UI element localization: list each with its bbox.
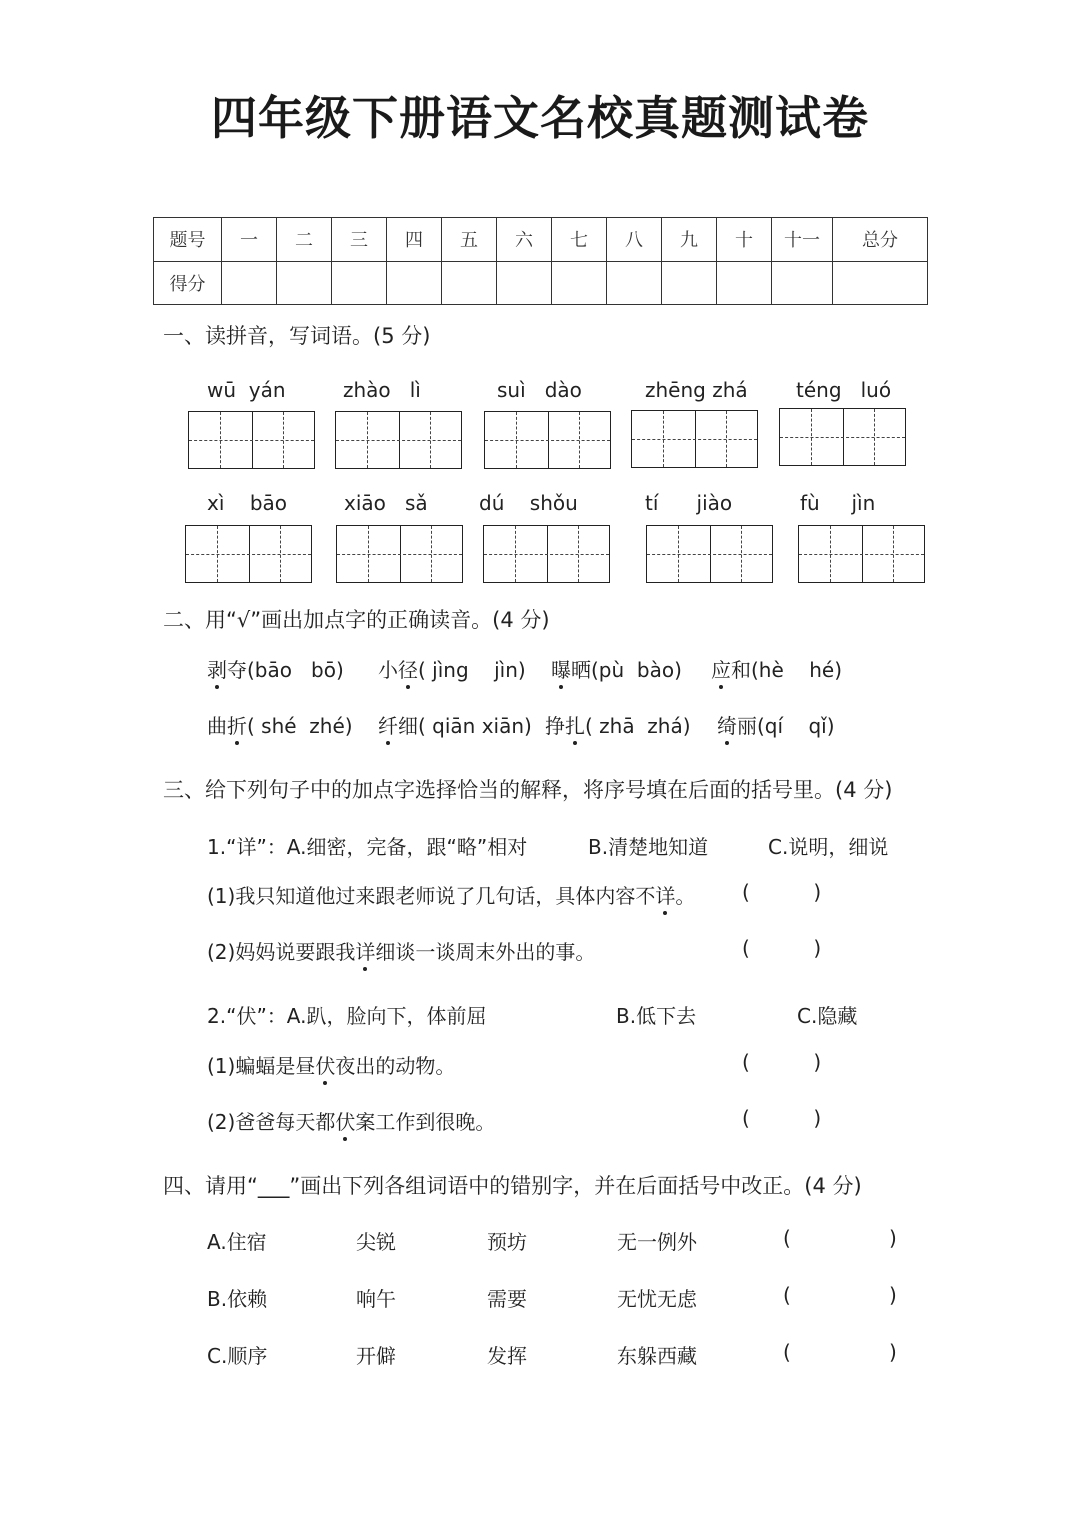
answer-parentheses[interactable]: ( ) [742,936,822,960]
pinyin-label: xì bāo [207,491,288,515]
dotted-char: 径 [398,654,418,683]
answer-parentheses[interactable]: ( ) [742,880,822,904]
word-item[interactable]: 无忧无虑 [617,1287,697,1311]
dotted-char: 详 [355,936,375,965]
section-4-heading: 四、请用“___”画出下列各组词语中的错别字，并在后面括号中改正。(4 分) [163,1174,862,1198]
score-input-cell[interactable] [772,261,833,305]
reading-choice-item[interactable]: 应和(hè hé) [711,654,842,683]
pinyin-label: zhào lì [343,378,421,402]
word-item[interactable]: B.依赖 [207,1287,268,1311]
dotted-char: 详 [655,880,675,909]
answer-paren-close[interactable]: ) [889,1283,897,1307]
word-item[interactable]: A.住宿 [207,1230,267,1254]
writing-grid-box[interactable] [335,411,462,469]
writing-grid-box[interactable] [188,411,315,469]
score-header-cell: 五 [442,218,497,262]
pinyin-label: téng luó [796,378,892,402]
pinyin-label: zhēng zhá [645,378,748,402]
word-item[interactable]: 需要 [487,1287,527,1311]
definition-option: C.隐藏 [797,1004,858,1028]
word-item[interactable]: 开僻 [356,1344,396,1368]
dotted-char: 扎 [565,710,585,739]
section-2-heading: 二、用“√”画出加点字的正确读音。(4 分) [163,608,550,632]
score-input-cell[interactable] [222,261,277,305]
score-header-row [154,218,928,262]
reading-choice-item[interactable]: 小径( jìng jìn) [378,654,526,683]
pinyin-label: wū yán [207,378,286,402]
writing-grid-box[interactable] [185,525,312,583]
word-item[interactable]: 预坊 [487,1230,527,1254]
answer-paren-close[interactable]: ) [889,1226,897,1250]
dotted-char: 伏 [315,1050,335,1079]
reading-choice-item[interactable]: 挣扎( zhā zhá) [545,710,691,739]
word-item[interactable]: 响午 [356,1287,396,1311]
score-header-cell: 三 [332,218,387,262]
score-header-cell: 一 [222,218,277,262]
score-header-cell: 二 [277,218,332,262]
writing-grid-box[interactable] [646,525,773,583]
page-title: 四年级下册语文名校真题测试卷 [211,91,869,145]
definition-option: C.说明，细说 [768,835,889,859]
score-input-cell[interactable] [332,261,387,305]
pinyin-label: tí jiào [645,491,733,515]
score-table [153,217,928,305]
score-header-cell: 四 [387,218,442,262]
score-input-cell[interactable] [497,261,552,305]
writing-grid-box[interactable] [336,525,463,583]
score-header-cell: 总分 [833,218,928,262]
reading-choice-item[interactable]: 剥夺(bāo bō) [207,654,344,683]
reading-choice-item[interactable]: 曲折( shé zhé) [207,710,353,739]
writing-grid-box[interactable] [798,525,925,583]
writing-grid-box[interactable] [631,410,758,468]
answer-paren-open[interactable]: ( [783,1340,791,1364]
word-item[interactable]: C.顺序 [207,1344,268,1368]
answer-paren-close[interactable]: ) [889,1340,897,1364]
dotted-char: 纤 [378,710,398,739]
definition-line: 2.“伏”：A.趴，脸向下，体前屈 [207,1004,487,1028]
score-header-cell: 十 [717,218,772,262]
score-input-cell[interactable] [717,261,772,305]
writing-grid-box[interactable] [484,411,611,469]
dotted-char: 伏 [335,1106,355,1135]
section-3-heading: 三、给下列句子中的加点字选择恰当的解释，将序号填在后面的括号里。(4 分) [163,778,893,802]
pinyin-label: fù jìn [800,491,876,515]
dotted-char: 折 [227,710,247,739]
definition-option: B.清楚地知道 [588,835,709,859]
pinyin-label: suì dào [497,378,582,402]
word-item[interactable]: 东躲西藏 [617,1344,697,1368]
sentence-item: (2)妈妈说要跟我详细谈一谈周末外出的事。 [207,936,595,965]
answer-parentheses[interactable]: ( ) [742,1050,822,1074]
score-header-cell: 七 [552,218,607,262]
score-header-cell: 题号 [154,218,222,262]
dotted-char: 剥 [207,654,227,683]
dotted-char: 绮 [717,710,737,739]
sentence-item: (1)蝙蝠是昼伏夜出的动物。 [207,1050,455,1079]
answer-paren-open[interactable]: ( [783,1283,791,1307]
dotted-char: 应 [711,654,731,683]
definition-option: B.低下去 [616,1004,697,1028]
score-header-cell: 九 [662,218,717,262]
writing-grid-box[interactable] [483,525,610,583]
sentence-item: (1)我只知道他过来跟老师说了几句话，具体内容不详。 [207,880,695,909]
score-row-label: 得分 [154,261,222,305]
definition-line: 1.“详”：A.细密，完备，跟“略”相对 [207,835,528,859]
score-input-cell[interactable] [552,261,607,305]
reading-choice-item[interactable]: 绮丽(qí qǐ) [717,710,835,739]
score-header-cell: 十一 [772,218,833,262]
word-item[interactable]: 无一例外 [617,1230,697,1254]
score-input-cell[interactable] [607,261,662,305]
dotted-char: 曝 [551,654,571,683]
score-header-cell: 八 [607,218,662,262]
score-input-cell[interactable] [662,261,717,305]
score-input-cell[interactable] [442,261,497,305]
writing-grid-box[interactable] [779,408,906,466]
score-input-cell[interactable] [833,261,928,305]
score-value-row [154,261,928,305]
word-item[interactable]: 发挥 [487,1344,527,1368]
section-1-heading: 一、读拼音，写词语。(5 分) [163,324,431,348]
answer-paren-open[interactable]: ( [783,1226,791,1250]
sentence-item: (2)爸爸每天都伏案工作到很晚。 [207,1106,495,1135]
pinyin-label: dú shǒu [479,491,578,515]
reading-choice-item[interactable]: 曝晒(pù bào) [551,654,682,683]
answer-parentheses[interactable]: ( ) [742,1106,822,1130]
score-header-cell: 六 [497,218,552,262]
word-item[interactable]: 尖锐 [356,1230,396,1254]
pinyin-label: xiāo sǎ [344,491,428,515]
score-input-cell[interactable] [387,261,442,305]
score-input-cell[interactable] [277,261,332,305]
reading-choice-item[interactable]: 纤细( qiān xiān) [378,710,532,739]
